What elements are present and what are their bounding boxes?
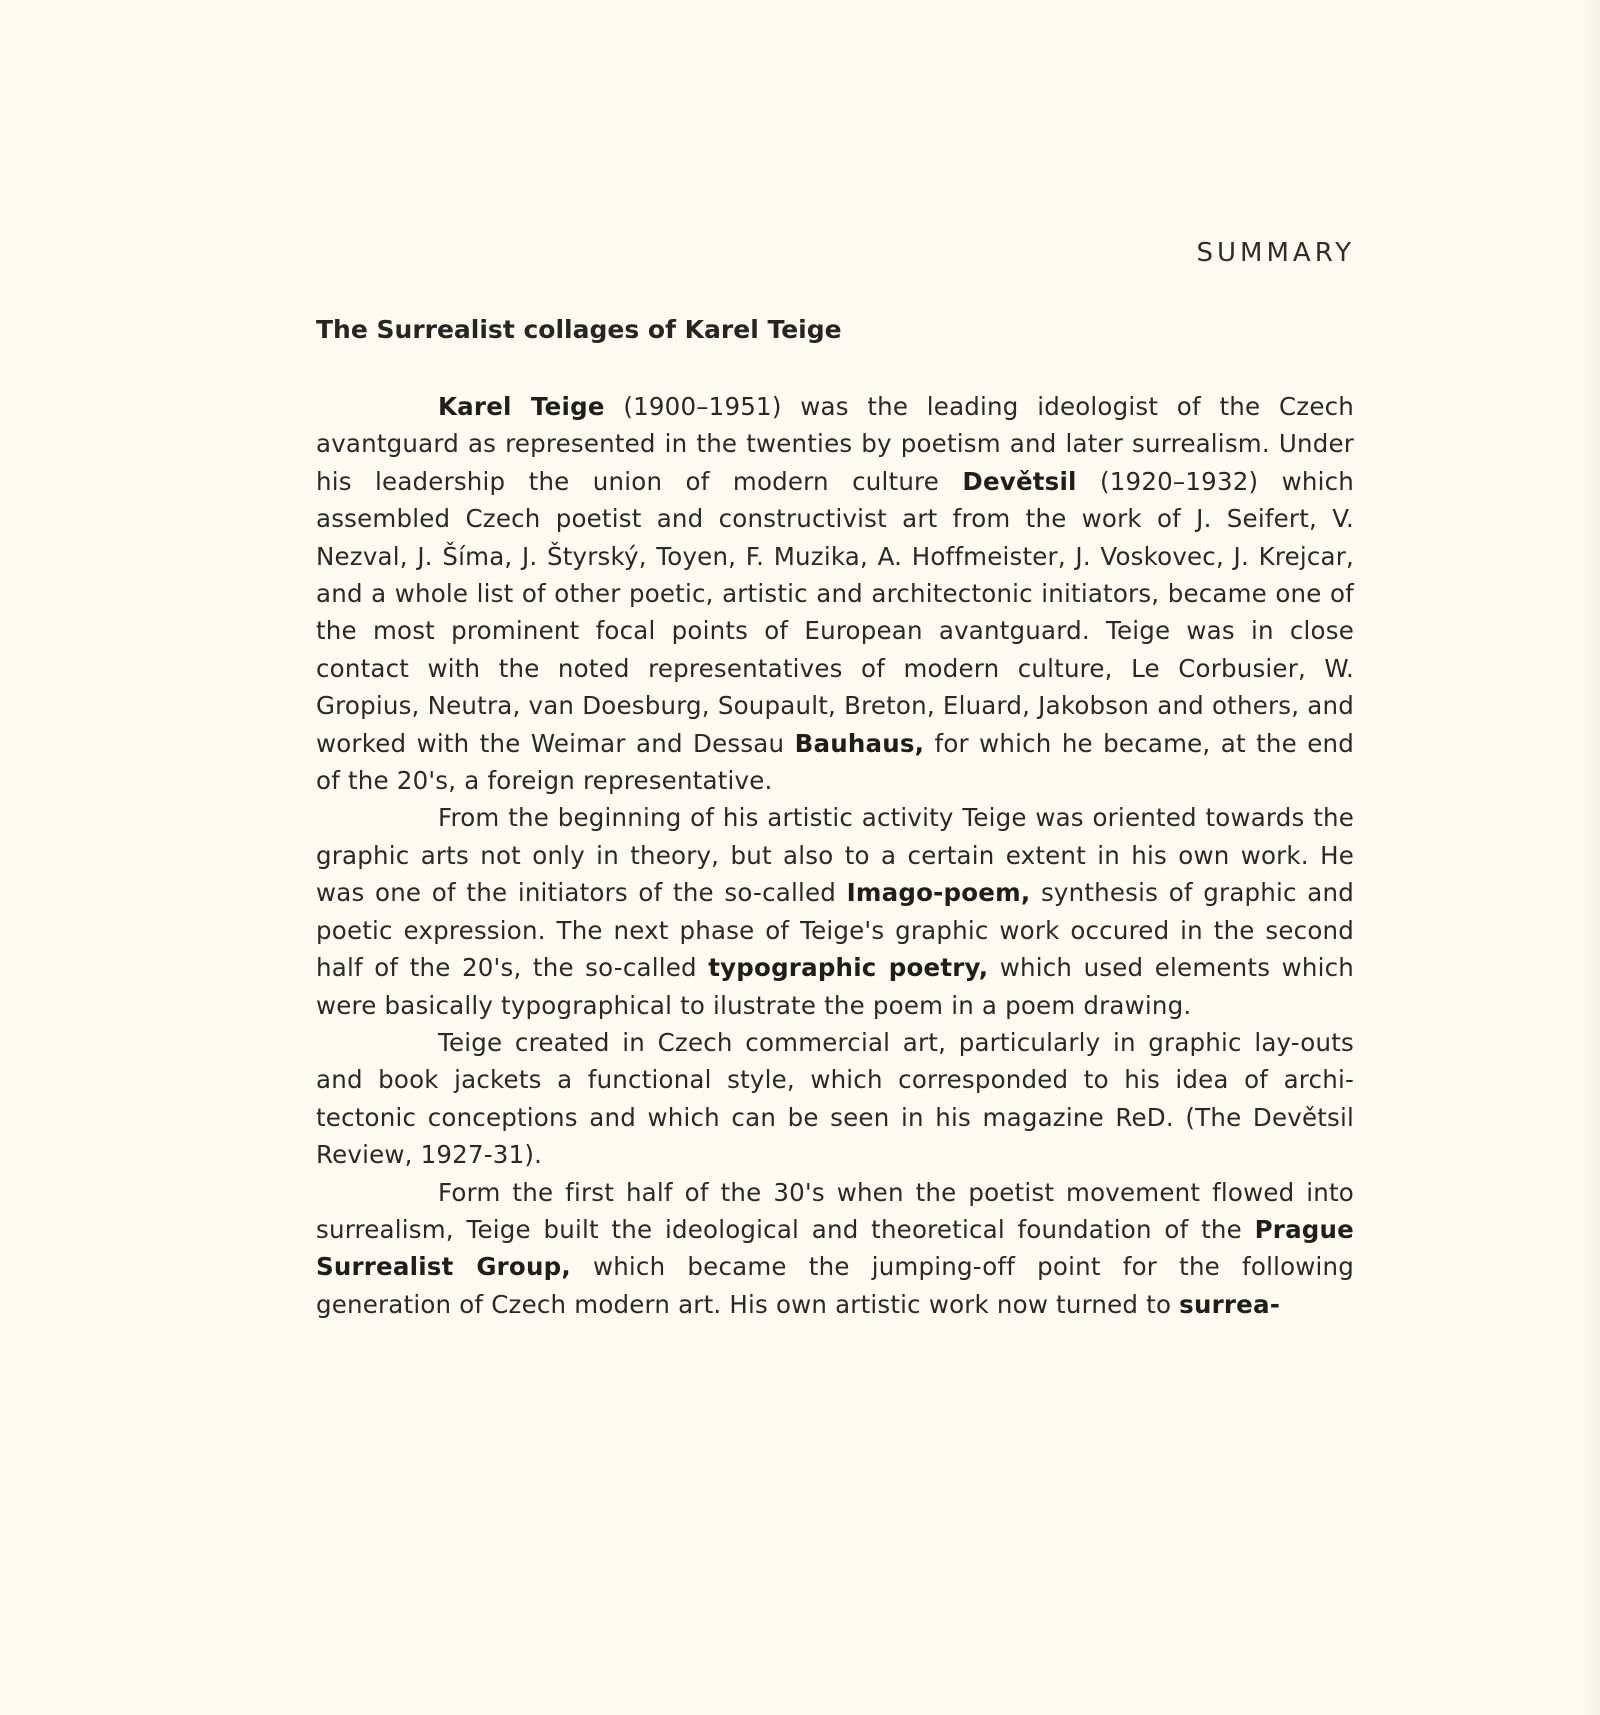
paragraph-1-text-1: (1900–1951) was the leading ideologist of the Czech avantguard as represented in the twenties by poetism and later surrealism. Under his leadership the union of modern culture [316, 392, 1354, 496]
summary-heading: SUMMARY [1196, 238, 1355, 268]
article-body [316, 388, 1354, 1323]
bold-name-karel-teige: Karel Teige [438, 392, 605, 421]
bold-typographic-poetry: typographic poetry, [708, 953, 989, 983]
paragraph-3-text-1: Teige created in Czech commercial art, particularly in graphic lay-outs and book jackets a functional style, which corresponded to his idea of archi-tectonic conceptions and which can be seen in his magazine ReD. (The Devětsil Review, 1927-31). [316, 1027, 1354, 1170]
paragraph-3 [316, 1024, 1354, 1174]
bold-imago-poem: Imago-poem, [846, 878, 1031, 908]
bold-devetsil: Devětsil [962, 466, 1077, 496]
paragraph-2-text-3: which used elements which were basically typographical to ilustrate the poem in a poem drawing. [316, 953, 1354, 1020]
article-title: The Surrealist collages of Karel Teige [316, 315, 842, 344]
paragraph-4-text-2: which became the jumping-off point for the following generation of Czech modern art. His own artistic work now turned to [316, 1252, 1354, 1319]
paragraph-1 [316, 388, 1354, 799]
paragraph-2-text-1: From the beginning of his artistic activity Teige was oriented towards the graphic arts not only in theory, but also to a certain extent in his own work. He was one of the initiators of the so-called [316, 803, 1354, 908]
bold-surrea: surrea- [1179, 1289, 1281, 1319]
paragraph-1-text-3: for which he became, at the end of the 20's, a foreign representative. [316, 728, 1355, 796]
paragraph-4-text-1: Form the first half of the 30's when the poetist movement flowed into surrealism, Teige built the ideological and theoretical foundation of the [316, 1177, 1354, 1244]
bold-prague-surrealist-group: Prague Surrealist Group, [316, 1214, 1354, 1282]
paragraph-4 [316, 1174, 1354, 1324]
paragraph-2-text-2: synthesis of graphic and poetic expression. The next phase of Teige's graphic work occured in the second half of the 20's, the so-called [316, 878, 1354, 983]
page-edge [1582, 0, 1600, 1715]
bold-bauhaus: Bauhaus, [794, 728, 925, 758]
paragraph-2 [316, 799, 1354, 1023]
paragraph-1-text-2: (1920–1932) which assembled Czech poetist and constructivist art from the work of J. Seifert, V. Nezval, J. Šíma, J. Štyrský, Toyen, F. Muzika, A. Hoffmeister, J. Voskovec, J. Krejcar, and a whole list of other poetic, artistic and architectonic initiators, became one of the most prominent focal points of European avantguard. Teige was in close contact with the noted representatives of modern culture, Le Corbusier, W. Gropius, Neutra, van Doesburg, Soupault, Breton, Eluard, Jakobson and others, and worked with the Weimar and Dessau [316, 466, 1354, 758]
